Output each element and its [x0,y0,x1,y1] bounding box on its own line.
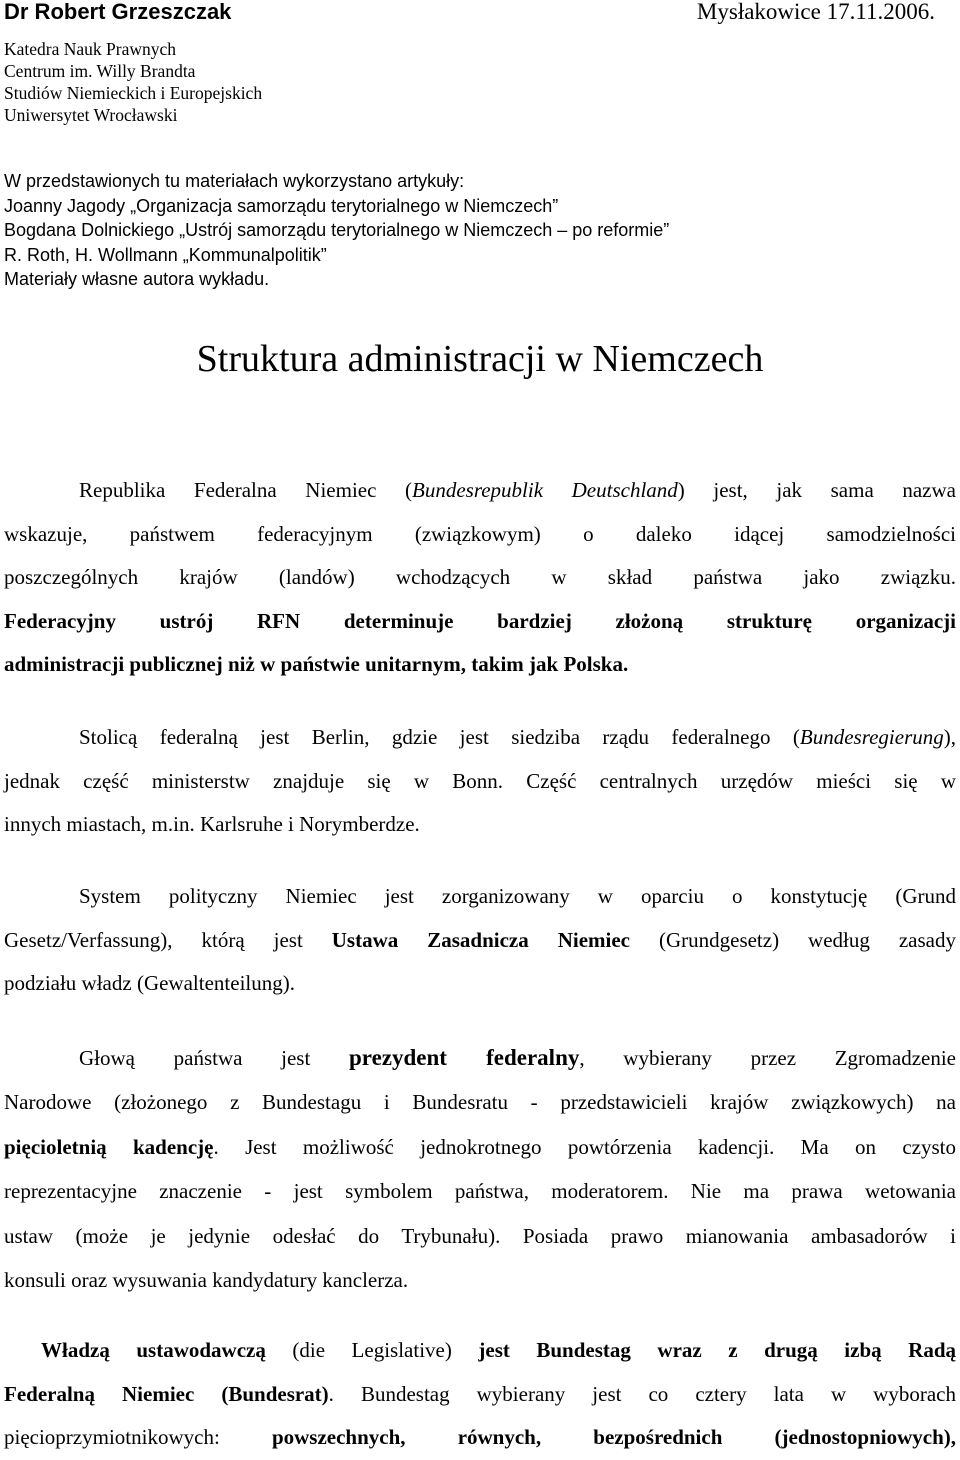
text-line: wskazuje, państwem federacyjnym (związkowym) o daleko idącej samodzielności [4,521,956,546]
place-date: Mysłakowice 17.11.2006. [696,0,935,24]
affiliation-line: Centrum im. Willy Brandta [4,61,196,81]
text-line: poszczególnych krajów (landów) wchodzących w skład państwa jako związku. [4,565,956,589]
text-line: reprezentacyjne znaczenie - jest symbolem państwa, moderatorem. Nie ma prawa wetowania [4,1179,956,1204]
bold-term: Władzą ustawodawczą [41,1338,266,1362]
text-line: Gesetz/Verfassung), którą jest Ustawa Zasadnicza Niemiec (Grundgesetz) według zasady [4,927,956,952]
source-item: Bogdana Dolnickiego „Ustrój samorządu terytorialnego w Niemczech – po reformie” [4,220,670,240]
text-line: jednak część ministerstw znajduje się w Bonn. Część centralnych urzędów mieści się w [4,768,956,793]
affiliation-block [4,38,262,126]
text-line: ustaw (może je jedynie odesłać do Trybunału). Posiada prawo mianowania ambasadorów i [4,1223,956,1248]
text-line: Federacyjny ustrój RFN determinuje bardziej złożoną strukturę organizacji [4,608,956,633]
text-line: Władzą ustawodawczą (die Legislative) jest Bundestag wraz z drugą izbą Radą [41,1338,956,1362]
text-line: Głową państwa jest prezydent federalny, wybierany przez Zgromadzenie [79,1045,956,1070]
text-line: Republika Federalna Niemiec (Bundesrepublik Deutschland) jest, jak sama nazwa [79,478,956,502]
paragraph-political-system [4,875,956,1006]
bold-term: Federalną Niemiec (Bundesrat) [4,1381,329,1406]
italic-term: Bundesregierung [799,725,944,749]
affiliation-line: Katedra Nauk Prawnych [4,39,177,59]
text-line: innych miastach, m.in. Karlsruhe i Norymberdze. [4,812,420,836]
text-line: pięcioprzymiotnikowych: powszechnych, równych, bezpośrednich (jednostopniowych), [4,1425,956,1449]
bold-term: prezydent federalny [348,1045,580,1070]
source-item: Joanny Jagody „Organizacja samorządu terytorialnego w Niemczech” [4,195,559,216]
paragraph-federal-republic [4,469,956,687]
bold-term: pięcioletnią kadencję [4,1134,214,1159]
sources-intro: W przedstawionych tu materiałach wykorzystano artykuły: [4,171,465,191]
bold-term: Ustawa Zasadnicza Niemiec [331,927,630,952]
text-line: Federalną Niemiec (Bundesrat). Bundestag wybierany jest co cztery lata w wyborach [4,1381,956,1406]
text-line: podziału władz (Gewaltenteilung). [4,971,295,995]
paragraph-capital [4,716,956,847]
text-line: pięcioletnią kadencję. Jest możliwość jednokrotnego powtórzenia kadencji. Ma on czysto [4,1134,956,1159]
author-name: Dr Robert Grzeszczak [4,0,232,24]
affiliation-line: Studiów Niemieckich i Europejskich [4,83,263,103]
sources-block [4,169,669,292]
paragraph-president [4,1036,956,1302]
affiliation-line: Uniwersytet Wrocławski [4,105,178,125]
text-line: konsuli oraz wysuwania kandydatury kanclerza. [4,1268,409,1293]
paragraph-legislative [4,1329,956,1460]
text-line: System polityczny Niemiec jest zorganizowany w oparciu o konstytucję (Grund [79,884,956,908]
text-line: Stolicą federalną jest Berlin, gdzie jest siedziba rządu federalnego (Bundesregierung), [79,725,956,749]
source-item: Materiały własne autora wykładu. [4,269,270,289]
bold-term: powszechnych, równych, bezpośrednich (jednostopniowych), [271,1425,956,1449]
text-line: Narodowe (złożonego z Bundestagu i Bundesratu - przedstawicieli krajów związkowych) na [4,1090,956,1115]
italic-term: Bundesrepublik Deutschland [412,478,678,502]
document-title: Struktura administracji w Niemczech [196,338,764,380]
bold-term: jest Bundestag wraz z drugą izbą Radą [478,1338,956,1362]
source-item: R. Roth, H. Wollmann „Kommunalpolitik” [4,244,327,265]
text-line: administracji publicznej niż w państwie unitarnym, takim jak Polska. [4,652,629,676]
